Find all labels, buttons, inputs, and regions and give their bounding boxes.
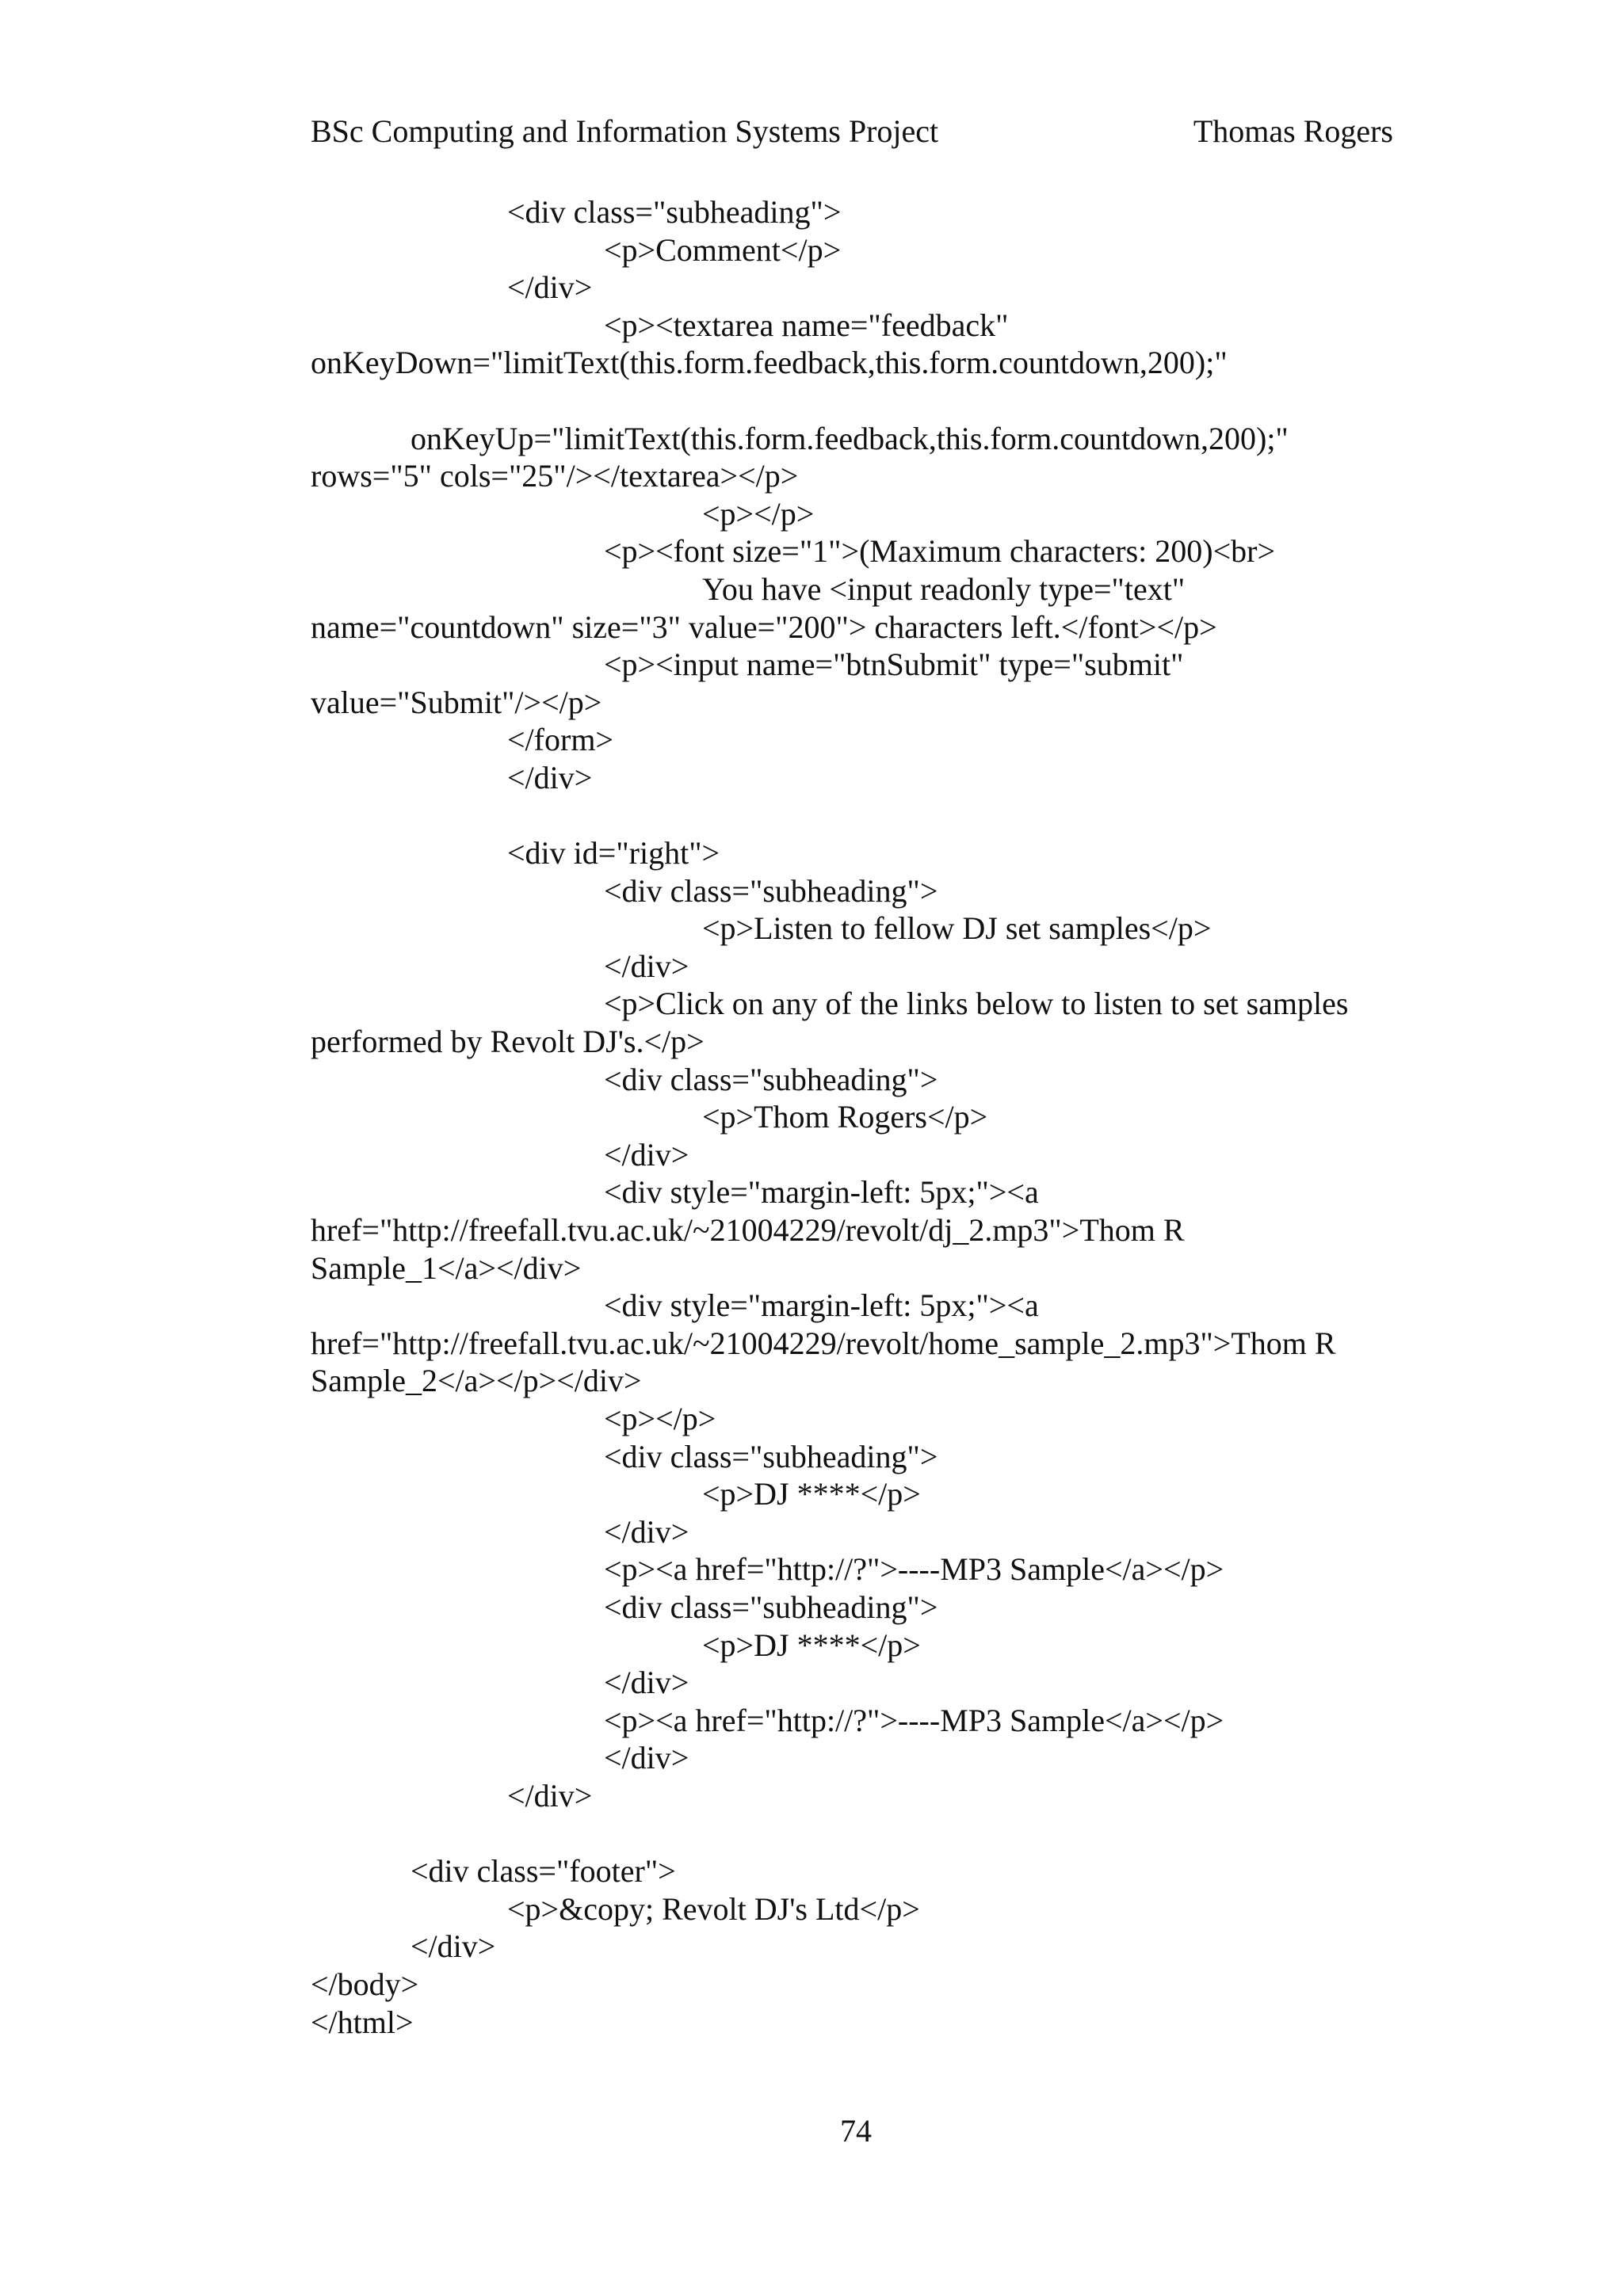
code-line: </body> [311, 1966, 419, 2002]
running-header-title: BSc Computing and Information Systems Project [311, 113, 939, 149]
code-line: href="http://freefall.tvu.ac.uk/~21004229/revolt/dj_2.mp3">Thom R [311, 1212, 1185, 1249]
code-line: <div class="subheading"> [604, 872, 938, 909]
code-line: <div class="footer"> [411, 1853, 676, 1890]
code-line: </div> [604, 1665, 689, 1701]
code-line: <div class="subheading"> [604, 1438, 938, 1474]
running-header-author: Thomas Rogers [1193, 113, 1393, 149]
code-line: </div> [411, 1928, 496, 1965]
code-line: <p>Comment</p> [604, 231, 842, 268]
code-line: </html> [311, 2004, 414, 2040]
code-line: <p>&copy; Revolt DJ's Ltd</p> [507, 1890, 920, 1927]
code-line: rows="5" cols="25"/></textarea></p> [311, 458, 799, 494]
code-line: <p></p> [604, 1401, 716, 1436]
code-line: <div style="margin-left: 5px;"><a [604, 1287, 1039, 1324]
code-line: <p><textarea name="feedback" [604, 307, 1009, 343]
code-line: <div id="right"> [507, 835, 720, 871]
code-line: You have <input readonly type="text" [702, 570, 1186, 607]
code-line: </div> [507, 269, 593, 306]
code-line: </div> [604, 1513, 689, 1550]
code-line: <p></p> [702, 495, 815, 532]
code-line [311, 1815, 1420, 1853]
code-line: <p><a href="http://?">----MP3 Sample</a></p> [604, 1551, 1224, 1588]
code-line: </div> [604, 948, 689, 984]
page-number: 74 [840, 2113, 872, 2149]
code-line [311, 797, 1420, 835]
code-line [311, 382, 1420, 420]
code-line: performed by Revolt DJ's.</p> [311, 1024, 705, 1060]
code-line: </form> [507, 722, 613, 758]
code-line: Sample_1</a></div> [311, 1249, 582, 1286]
code-line: </div> [507, 1777, 593, 1814]
code-line: <p>Listen to fellow DJ set samples</p> [702, 910, 1212, 947]
code-line: onKeyDown="limitText(this.form.feedback,this.form.countdown,200);" [311, 345, 1228, 381]
code-line: </div> [604, 1136, 689, 1173]
code-line: <p><input name="btnSubmit" type="submit" [604, 646, 1184, 683]
code-line: name="countdown" size="3" value="200"> characters left.</font></p> [311, 608, 1217, 645]
code-line: </div> [604, 1740, 689, 1776]
code-line: <div style="margin-left: 5px;"><a [604, 1174, 1039, 1211]
code-line: <div class="subheading"> [507, 194, 842, 230]
code-line: Sample_2</a></p></div> [311, 1363, 642, 1399]
code-line: <p>Thom Rogers</p> [702, 1099, 988, 1135]
code-line: <p>DJ ****</p> [702, 1476, 921, 1512]
code-line: onKeyUp="limitText(this.form.feedback,this.form.countdown,200);" [411, 420, 1289, 456]
code-line: <div class="subheading"> [604, 1589, 938, 1625]
code-line: value="Submit"/></p> [311, 684, 602, 720]
code-line: href="http://freefall.tvu.ac.uk/~21004229/revolt/home_sample_2.mp3">Thom R [311, 1325, 1336, 1361]
code-line: <p><a href="http://?">----MP3 Sample</a></p> [604, 1702, 1224, 1738]
code-line: <p>DJ ****</p> [702, 1627, 921, 1663]
code-line: <p>Click on any of the links below to listen to set samples [604, 986, 1349, 1022]
code-listing [311, 193, 1420, 2041]
code-line: <p><font size="1">(Maximum characters: 200)<br> [604, 533, 1276, 570]
code-line: </div> [507, 759, 593, 795]
code-line: <div class="subheading"> [604, 1061, 938, 1097]
